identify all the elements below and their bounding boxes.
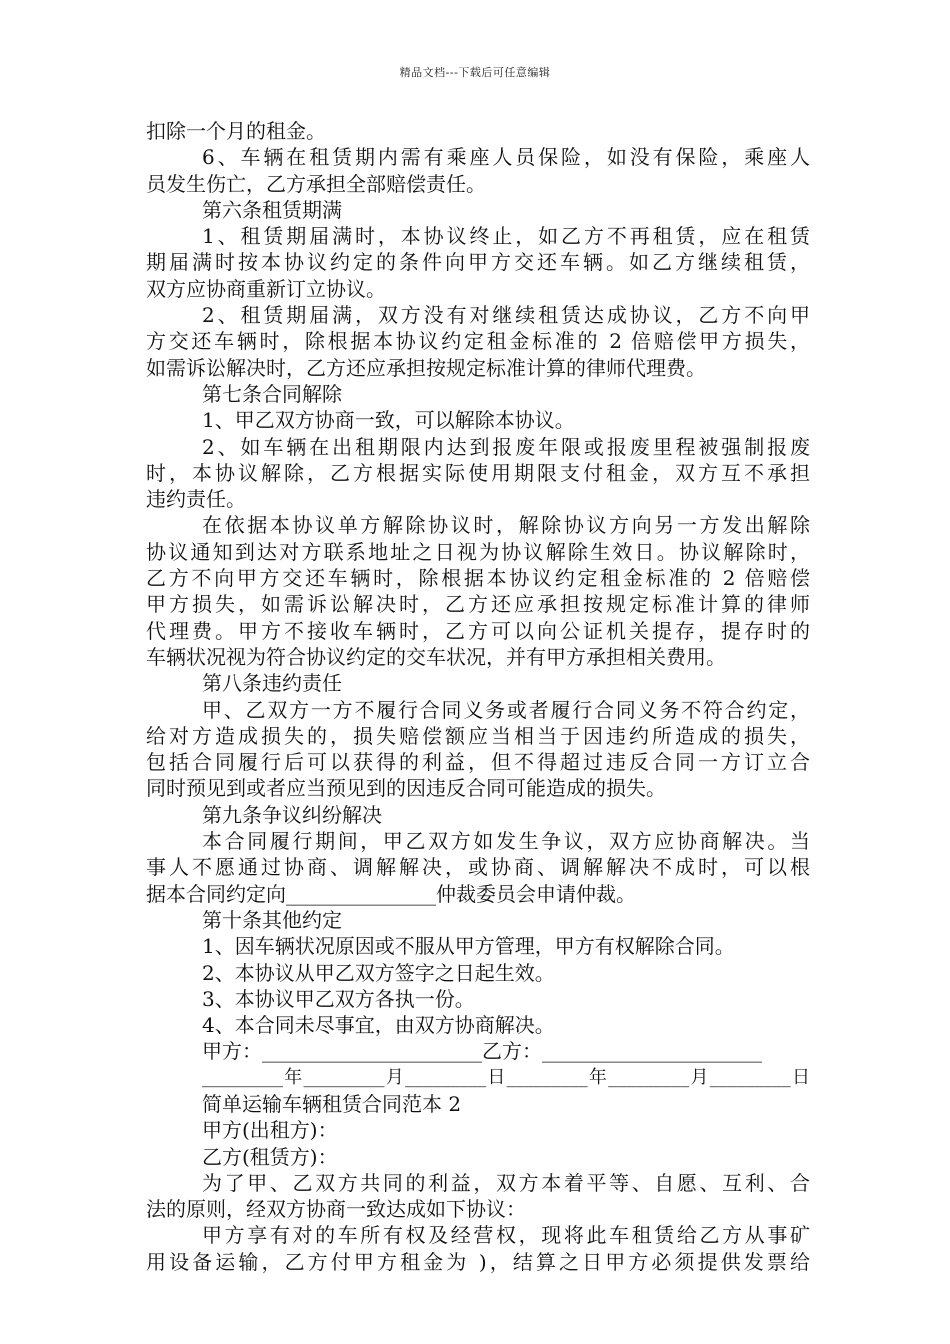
paragraph-line: 违约责任。 — [146, 487, 246, 512]
document-body — [146, 118, 810, 1275]
party-a-line: 甲方(出租方)： — [202, 1118, 338, 1143]
paragraph-line: 时，本协议解除，乙方根据实际使用期限支付租金，双方互不承担 — [146, 460, 810, 485]
paragraph-line: 员发生伤亡，乙方承担全部赔偿责任。 — [146, 171, 486, 196]
paragraph-line: 方交还车辆时，除根据本协议约定租金标准的 2 倍赔偿甲方损失， — [146, 329, 810, 354]
paragraph-line: 据本合同约定向_______________仲裁委员会申请仲裁。 — [146, 881, 636, 906]
paragraph-line: 1、甲乙双方协商一致，可以解除本协议。 — [202, 408, 575, 433]
section-heading: 第十条其他约定 — [202, 907, 342, 932]
paragraph-line: 期届满时按本协议约定的条件向甲方交还车辆。如乙方继续租赁， — [146, 250, 810, 275]
paragraph-line: 乙方不向甲方交还车辆时，除根据本协议约定租金标准的 2 倍赔偿 — [146, 566, 810, 591]
paragraph-line: 2、本协议从甲乙双方签字之日起生效。 — [202, 960, 555, 985]
paragraph-line: 车辆状况视为符合协议约定的交车状况，并有甲方承担相关费用。 — [146, 644, 726, 669]
paragraph-line: 4、本合同未尽事宜，由双方协商解决。 — [202, 1013, 555, 1038]
paragraph-line: 法的原则，经双方协商一致达成如下协议： — [146, 1197, 526, 1222]
paragraph-line: 为了甲、乙双方共同的利益，双方本着平等、自愿、互利、合 — [202, 1170, 810, 1195]
date-line: _________年_________月_________日_________年_________月_________日 — [202, 1066, 810, 1088]
paragraph-line: 甲、乙双方一方不履行合同义务或者履行合同义务不符合约定， — [202, 697, 810, 722]
contract-title: 简单运输车辆租赁合同范本 2 — [202, 1091, 462, 1116]
paragraph-line: 在依据本协议单方解除协议时，解除协议方向另一方发出解除 — [202, 513, 810, 538]
section-heading: 第八条违约责任 — [202, 671, 342, 696]
signature-line: 甲方：______________________乙方：______________________ — [202, 1039, 762, 1064]
paragraph-line: 事人不愿通过协商、调解解决，或协商、调解解决不成时，可以根 — [146, 855, 810, 880]
paragraph-line: 甲方享有对的车所有权及经营权，现将此车租赁给乙方从事矿 — [202, 1223, 810, 1248]
paragraph-line: 3、本协议甲乙双方各执一份。 — [202, 986, 475, 1011]
paragraph-line: 同时预见到或者应当预见到的因违反合同可能造成的损失。 — [146, 776, 666, 801]
paragraph-line: 扣除一个月的租金。 — [146, 119, 326, 143]
paragraph-line: 双方应协商重新订立协议。 — [146, 276, 386, 301]
paragraph-line: 2、租赁期届满，双方没有对继续租赁达成协议，乙方不向甲 — [202, 303, 810, 328]
paragraph-line: 1、租赁期届满时，本协议终止，如乙方不再租赁，应在租赁 — [202, 224, 810, 249]
paragraph-line: 包括合同履行后可以获得的利益，但不得超过违反合同一方订立合 — [146, 750, 810, 775]
paragraph-line: 如需诉讼解决时，乙方还应承担按规定标准计算的律师代理费。 — [146, 355, 706, 380]
page-header: 精品文档---下载后可任意编辑 — [399, 66, 551, 79]
paragraph-line: 6、车辆在租赁期内需有乘座人员保险，如没有保险，乘座人 — [202, 145, 810, 170]
paragraph-line: 本合同履行期间，甲乙双方如发生争议，双方应协商解决。当 — [202, 829, 810, 854]
paragraph-line: 协议通知到达对方联系地址之日视为协议解除生效日。协议解除时， — [146, 539, 810, 564]
section-heading: 第六条租赁期满 — [202, 197, 342, 222]
party-b-line: 乙方(租赁方)： — [202, 1144, 338, 1169]
paragraph-line: 用设备运输，乙方付甲方租金为 )，结算之日甲方必须提供发票给 — [146, 1249, 810, 1274]
paragraph-line: 1、因车辆状况原因或不服从甲方管理，甲方有权解除合同。 — [202, 934, 735, 959]
paragraph-line: 2、如车辆在出租期限内达到报废年限或报废里程被强制报废 — [202, 434, 810, 459]
section-heading: 第九条争议纠纷解决 — [202, 802, 382, 827]
section-heading: 第七条合同解除 — [202, 381, 342, 406]
paragraph-line: 代理费。甲方不接收车辆时，乙方可以向公证机关提存，提存时的 — [146, 618, 810, 643]
paragraph-line: 给对方造成损失的，损失赔偿额应当相当于因违约所造成的损失， — [146, 723, 810, 748]
paragraph-line: 甲方损失，如需诉讼解决时，乙方还应承担按规定标准计算的律师 — [146, 592, 810, 617]
